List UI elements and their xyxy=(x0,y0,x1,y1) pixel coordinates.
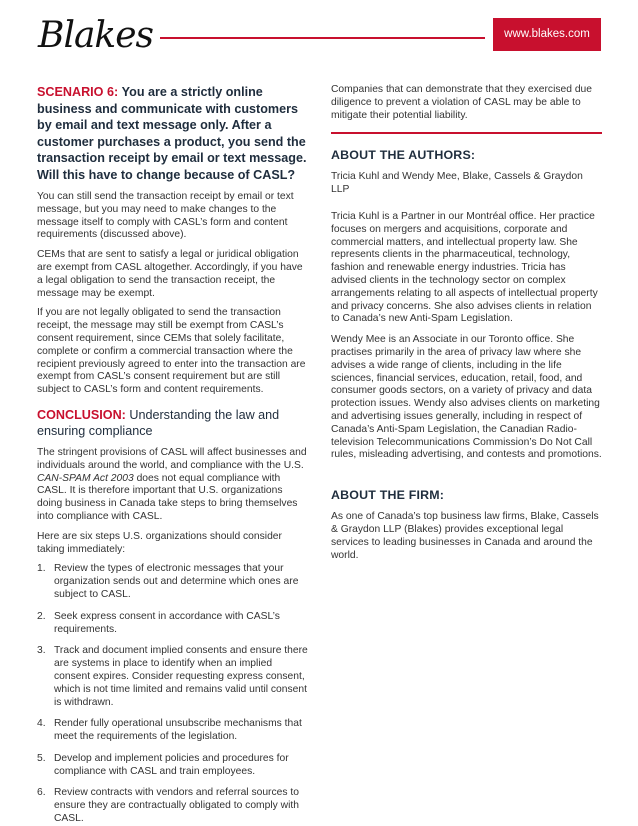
intro-paragraph: Companies that can demonstrate that they exercised due diligence to prevent a violation of CASL may be able to mitigate their potential liability. xyxy=(331,84,593,121)
list-item xyxy=(37,787,309,825)
list-item xyxy=(37,563,309,601)
authors-byline: Tricia Kuhl and Wendy Mee, Blake, Cassels & Graydon LLP xyxy=(331,171,583,196)
spacer xyxy=(331,470,602,488)
section-divider xyxy=(331,132,602,134)
conclusion-paragraph xyxy=(37,447,309,524)
conclusion-text: The stringent provisions of CASL will affect businesses and individuals around the world, and compliance with the U.S. xyxy=(37,446,307,471)
header-divider xyxy=(160,37,485,39)
step-number: 2. xyxy=(37,610,46,622)
right-column xyxy=(331,84,602,570)
step-number: 4. xyxy=(37,718,46,730)
list-item xyxy=(37,611,309,637)
step-text: Develop and implement policies and procedures for compliance with CASL and train employees. xyxy=(54,752,289,777)
step-text: Seek express consent in accordance with CASL’s requirements. xyxy=(54,610,280,635)
step-number: 5. xyxy=(37,752,46,764)
scenario-paragraph: If you are not legally obligated to send the transaction receipt, the message may still be exempt from CASL’s consent requirement, since CEMs that solely facilitate, complete or confirm a commercial transaction where the recipient previously agreed to enter into the transaction are exempt from CASL’s consent requirement but are still subject to CASL’s form and content requirements. xyxy=(37,307,306,396)
scenario-paragraph: You can still send the transaction receipt by email or text message, but you may need to make changes to the message itself to comply with CASL’s form and content requirements (discussed above). xyxy=(37,191,294,241)
authors-heading: ABOUT THE AUTHORS: xyxy=(331,148,476,163)
conclusion-title: Understanding the law and ensuring compliance xyxy=(37,407,280,439)
left-column xyxy=(37,84,309,826)
page-header xyxy=(0,0,638,60)
firm-heading: ABOUT THE FIRM: xyxy=(331,488,445,503)
act-name: CAN-SPAM Act 2003 xyxy=(37,472,134,484)
steps-list xyxy=(37,563,309,826)
step-text: Review the types of electronic messages that your organization sends out and determine which ones are subject to CASL. xyxy=(54,563,299,600)
step-number: 6. xyxy=(37,787,46,799)
step-number: 1. xyxy=(37,563,46,575)
list-item xyxy=(37,753,309,779)
website-link[interactable]: www.blakes.com xyxy=(493,18,601,51)
step-text: Render fully operational unsubscribe mechanisms that meet the requirements of the legislation. xyxy=(54,718,302,743)
author-bio: Tricia Kuhl is a Partner in our Montréal office. Her practice focuses on mergers and acquisitions, corporate and commercial matters, and intellectual property law. She represents clients in the pharmaceutical, technology, fashion and renewable energy industries. Tricia has advised clients in the technology sector on complex arrangements relating to all aspects of intellectual property and privacy concerns. She also advises clients in relation to Canada’s new Anti-Spam Legislation. xyxy=(331,210,598,325)
step-text: Review contracts with vendors and referral sources to ensure they are contractually obligated to comply with CASL. xyxy=(54,787,299,825)
author-bio: Wendy Mee is an Associate in our Toronto office. She practises primarily in the area of privacy law where she advises a wide range of clients, including in the life sciences, financial services, education, retail, food, and consumer goods sectors, on a variety of privacy and data protection issues. Wendy also advises clients on marketing and advertising issues generally, including in respect of Canada’s Anti-Spam Legislation, the Canadian Radio-television Telecommunications Commission’s Do Not Call rules, misleading advertising, and contests and promotions. xyxy=(331,334,602,461)
firm-description: As one of Canada’s top business law firms, Blake, Cassels & Graydon LLP (Blakes) provides exceptional legal services to leading businesses in Canada and around the world. xyxy=(331,511,599,561)
list-item xyxy=(37,645,309,709)
scenario-heading xyxy=(37,84,309,183)
conclusion-heading xyxy=(37,407,309,440)
list-item xyxy=(37,718,309,744)
step-number: 3. xyxy=(37,645,46,657)
scenario-question: You are a strictly online business and communicate with customers by email and text message only. After a customer purchases a product, you send the transaction receipt by email or text message. Will this have to change because of CASL? xyxy=(37,85,307,182)
step-text: Track and document implied consents and ensure there are systems in place to identify when an implied consent expires. Consider requesting express consent, which is not time limited and remains valid until consent is withdrawn. xyxy=(54,645,308,708)
scenario-paragraph: CEMs that are sent to satisfy a legal or juridical obligation are exempt from CASL altogether. Accordingly, if you have a legal obligation to send the transaction receipt, the message may be exempt. xyxy=(37,249,303,299)
conclusion-tag: CONCLUSION: xyxy=(37,407,126,422)
scenario-tag: SCENARIO 6: xyxy=(37,85,119,99)
steps-intro: Here are six steps U.S. organizations should consider taking immediately: xyxy=(37,530,282,555)
blakes-logo: Blakes xyxy=(38,15,154,56)
conclusion-text: does not equal compliance with CASL. It is therefore important that U.S. organizations doing business in Canada take steps to bring themselves into compliance with CASL. xyxy=(37,472,298,522)
